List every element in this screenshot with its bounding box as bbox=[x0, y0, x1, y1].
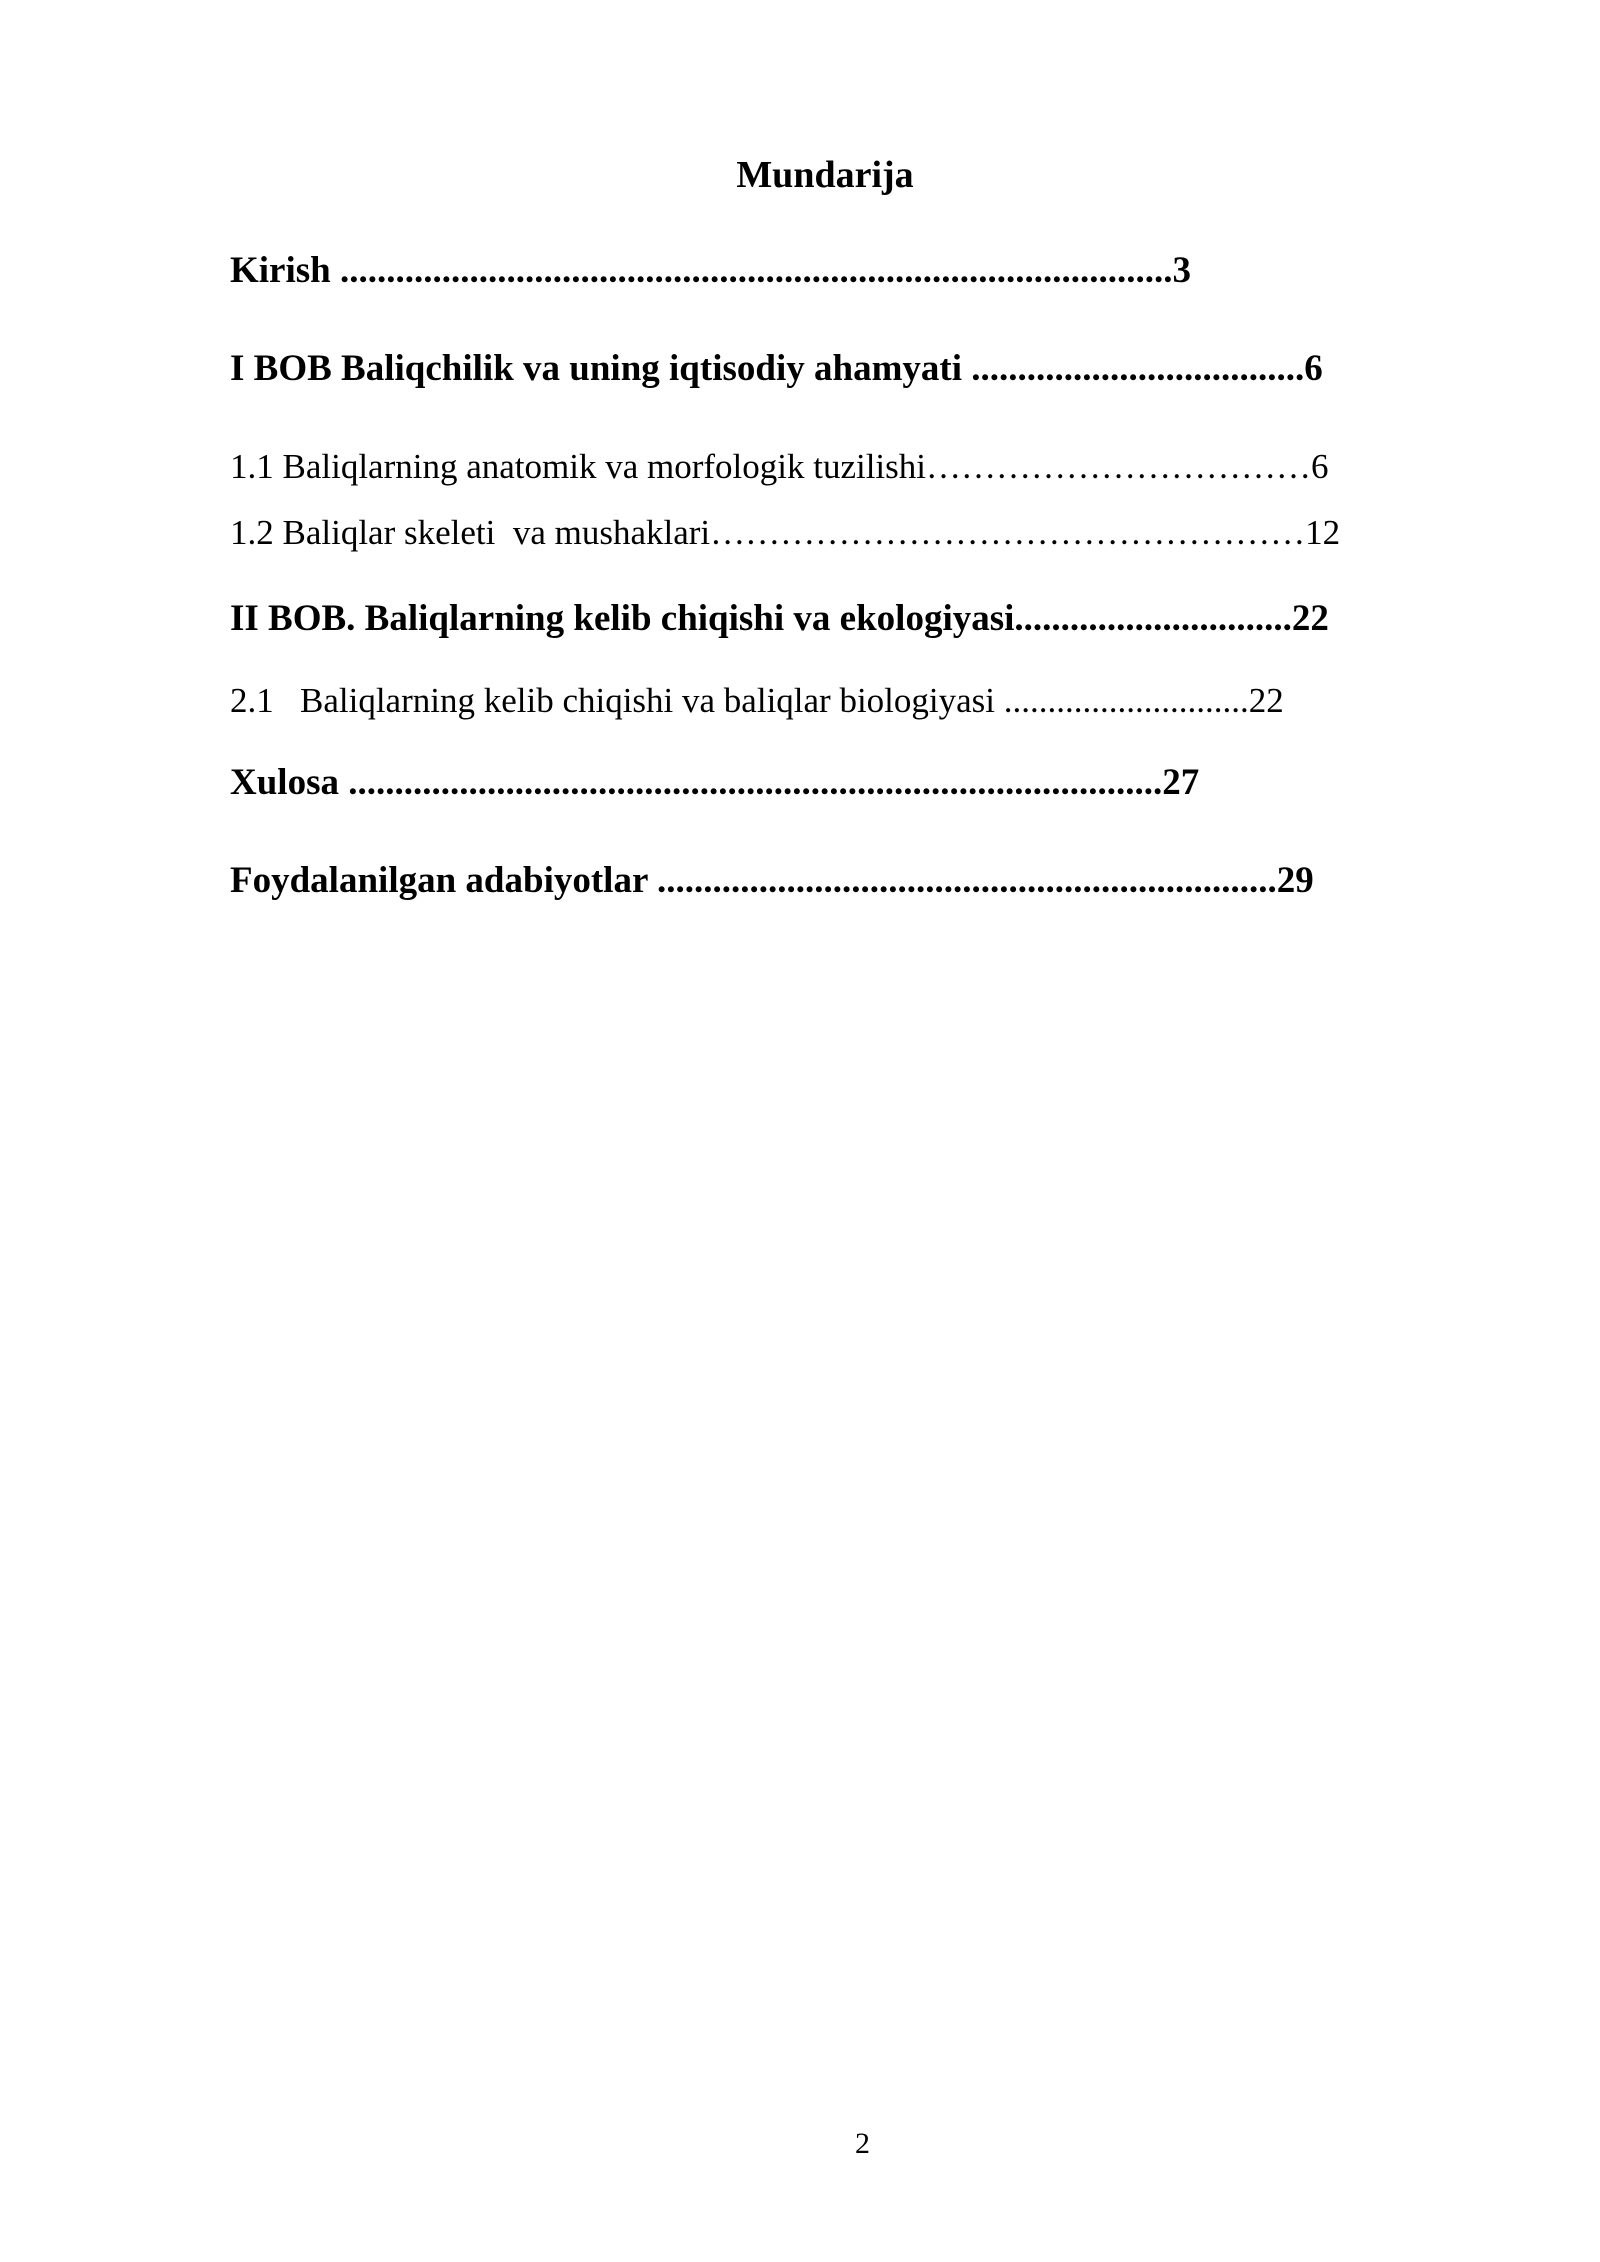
toc-entry-text: Xulosa bbox=[230, 762, 349, 803]
page-number: 2 bbox=[855, 2127, 870, 2160]
toc-entry-chapter-1 bbox=[230, 346, 1323, 392]
toc-entry-leader: .................................... bbox=[971, 348, 1305, 389]
toc-entry-leader: …………………………………………… bbox=[710, 513, 1306, 552]
toc-entry-kirish bbox=[230, 248, 1191, 294]
page-title: Mundarija bbox=[736, 154, 914, 196]
toc-entry-text: Kirish bbox=[230, 250, 340, 291]
toc-entry-text: 1.2 Baliqlar skeleti va mushaklari bbox=[230, 513, 711, 552]
toc-entry-page: 6 bbox=[1311, 447, 1329, 486]
toc-entry-page: 27 bbox=[1162, 762, 1200, 803]
toc-entry-xulosa bbox=[230, 760, 1199, 806]
toc-entry-text: 1.1 Baliqlarning anatomik va morfologik tuzilishi bbox=[230, 447, 927, 486]
toc-entry-leader: ........................................................................................ bbox=[348, 762, 1163, 803]
toc-entry-references bbox=[230, 858, 1314, 904]
toc-entry-section-1-2 bbox=[230, 510, 1340, 556]
toc-entry-page: 3 bbox=[1172, 250, 1191, 291]
toc-entry-text: I BOB Baliqchilik va uning iqtisodiy ahamyati bbox=[230, 348, 972, 389]
toc-entry-leader: .............................. bbox=[1014, 598, 1292, 639]
toc-entry-leader: ................................................................... bbox=[656, 860, 1277, 901]
toc-entry-section-1-1 bbox=[230, 444, 1329, 490]
toc-entry-page: 22 bbox=[1248, 681, 1284, 720]
toc-entry-text: Foydalanilgan adabiyotlar bbox=[230, 860, 657, 901]
toc-entry-text: 2.1 Baliqlarning kelib chiqishi va baliqlar biologiyasi bbox=[230, 681, 1004, 720]
toc-entry-chapter-2 bbox=[230, 596, 1329, 642]
toc-entry-text: II BOB. Baliqlarning kelib chiqishi va ekologiyasi bbox=[230, 598, 1015, 639]
toc-entry-page: 6 bbox=[1304, 348, 1323, 389]
toc-entry-page: 12 bbox=[1305, 513, 1341, 552]
toc-entry-page: 29 bbox=[1276, 860, 1314, 901]
toc-entry-leader: ............................ bbox=[1003, 681, 1249, 720]
toc-entry-page: 22 bbox=[1291, 598, 1329, 639]
toc-entry-leader: …………………………… bbox=[926, 447, 1312, 486]
toc-entry-section-2-1 bbox=[230, 678, 1284, 724]
toc-entry-leader: .......................................................................................... bbox=[340, 250, 1173, 291]
